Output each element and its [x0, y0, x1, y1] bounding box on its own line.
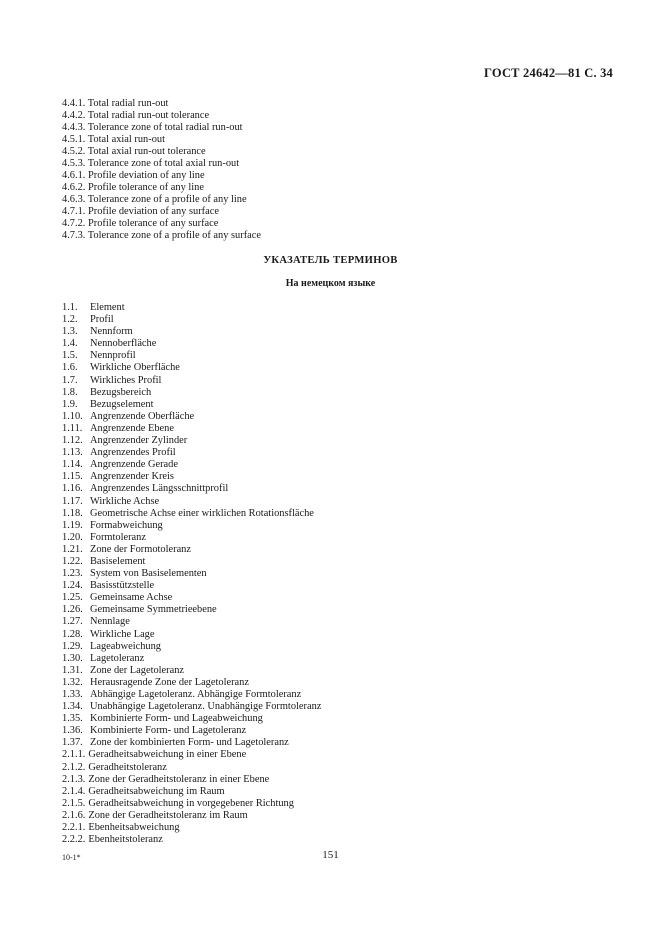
- term-number: 1.26.: [62, 604, 83, 616]
- term-number: 1.12.: [62, 435, 83, 447]
- term-number: 1.20.: [62, 531, 83, 543]
- page-header: ГОСТ 24642—81 С. 34: [484, 66, 613, 80]
- list-item: 4.5.3. Tolerance zone of total axial run-out: [62, 158, 240, 169]
- term-number: 2.1.6.: [62, 809, 86, 821]
- term-text: Angrenzender Zylinder: [90, 435, 188, 447]
- list-item: [62, 483, 622, 495]
- list-item: 4.6.2. Profile tolerance of any line: [62, 182, 204, 193]
- term-number: 1.10.: [62, 410, 83, 422]
- list-item: 4.7.3. Tolerance zone of a profile of any surface: [62, 230, 262, 241]
- list-item: [62, 556, 622, 568]
- term-number: 1.11.: [62, 422, 83, 434]
- term-number: 1.23.: [62, 568, 83, 580]
- list-item: [62, 423, 622, 435]
- term-number: 1.4.: [62, 338, 78, 350]
- term-number: 2.1.5.: [62, 797, 86, 809]
- term-text: Zone der Lagetoleranz: [90, 664, 185, 676]
- term-number: 1.24.: [62, 580, 83, 592]
- list-item: [62, 435, 622, 447]
- list-item: [62, 362, 622, 374]
- term-text: Wirkliche Achse: [90, 495, 160, 507]
- term-text: Kombinierte Form- und Lageabweichung: [90, 713, 263, 725]
- list-item: 4.6.3. Tolerance zone of a profile of any line: [62, 194, 247, 205]
- term-text: Zone der Geradheitstoleranz im Raum: [88, 809, 248, 821]
- list-item: [62, 411, 622, 423]
- list-item: [62, 387, 622, 399]
- list-item: [62, 774, 622, 786]
- term-number: 1.6.: [62, 362, 78, 374]
- term-number: 1.22.: [62, 555, 83, 567]
- term-text: Gemeinsame Achse: [90, 592, 173, 604]
- term-text: Element: [90, 302, 125, 313]
- term-text: Geradheitsabweichung in vorgegebener Richtung: [88, 797, 294, 809]
- term-text: Wirkliche Oberfläche: [90, 362, 180, 374]
- list-item: [62, 326, 622, 338]
- term-text: Herausragende Zone der Lagetoleranz: [90, 676, 249, 688]
- list-item: [62, 677, 622, 689]
- term-text: Basiselement: [90, 555, 146, 567]
- term-text: Bezugsbereich: [90, 386, 152, 398]
- term-number: 1.19.: [62, 519, 83, 531]
- term-number: 2.1.2.: [62, 761, 86, 773]
- term-number: 2.2.1.: [62, 822, 86, 834]
- list-item: [62, 375, 622, 387]
- list-item: [62, 580, 622, 592]
- term-text: Formtoleranz: [90, 531, 146, 543]
- list-item: 4.7.2. Profile tolerance of any surface: [62, 218, 219, 229]
- term-number: 1.37.: [62, 737, 83, 749]
- term-text: Angrenzende Gerade: [90, 459, 178, 471]
- term-number: 1.34.: [62, 701, 83, 713]
- term-number: 1.5.: [62, 350, 78, 362]
- list-item: 4.6.1. Profile deviation of any line: [62, 170, 205, 181]
- term-text: Kombinierte Form- und Lagetoleranz: [90, 725, 247, 737]
- list-item: 4.4.1. Total radial run-out: [62, 98, 169, 109]
- list-item: [62, 496, 622, 508]
- term-number: 1.25.: [62, 592, 83, 604]
- term-text: Geradheitsabweichung im Raum: [88, 785, 225, 797]
- list-item: [62, 592, 622, 604]
- list-item: 4.4.3. Tolerance zone of total radial run-out: [62, 122, 243, 133]
- list-item: [62, 749, 622, 761]
- list-item: 4.5.1. Total axial run-out: [62, 134, 165, 145]
- list-item: [62, 786, 622, 798]
- term-text: Nennform: [90, 326, 133, 338]
- list-item: [62, 629, 622, 641]
- section-subtitle: На немецком языке: [285, 278, 376, 289]
- term-text: Gemeinsame Symmetrieebene: [90, 604, 217, 616]
- term-number: 1.18.: [62, 507, 83, 519]
- term-number: 2.1.3.: [62, 773, 86, 785]
- list-item: [62, 520, 622, 532]
- term-number: 1.15.: [62, 471, 83, 483]
- list-item: [62, 399, 622, 411]
- list-item: [62, 701, 622, 713]
- term-text: Bezugselement: [90, 398, 154, 410]
- list-item: [62, 604, 622, 616]
- list-item: [62, 713, 622, 725]
- list-item: [62, 338, 622, 350]
- list-item: 4.5.2. Total axial run-out tolerance: [62, 146, 206, 157]
- term-number: 1.35.: [62, 713, 83, 725]
- list-item: [62, 762, 622, 774]
- page-number: 151: [322, 849, 339, 861]
- term-number: 1.21.: [62, 543, 83, 555]
- list-item: [62, 641, 622, 653]
- term-number: 1.7.: [62, 374, 78, 386]
- term-number: 1.9.: [62, 398, 78, 410]
- list-item: [62, 302, 622, 314]
- term-number: 1.1.: [62, 302, 78, 313]
- term-number: 1.8.: [62, 386, 78, 398]
- list-item: [62, 447, 622, 459]
- term-text: Angrenzendes Profil: [90, 447, 176, 459]
- term-text: Basisstützstelle: [90, 580, 155, 592]
- term-text: Angrenzende Oberfläche: [90, 410, 195, 422]
- term-text: Unabhängige Lagetoleranz. Unabhängige Formtoleranz: [90, 701, 322, 713]
- footer-mark: 10-1*: [62, 853, 81, 862]
- term-number: 1.32.: [62, 676, 83, 688]
- term-number: 1.16.: [62, 483, 83, 495]
- list-item: [62, 616, 622, 628]
- term-number: 1.27.: [62, 616, 83, 628]
- term-text: Formabweichung: [90, 519, 163, 531]
- term-text: Ebenheitstoleranz: [88, 834, 163, 846]
- list-item: [62, 665, 622, 677]
- list-item: 4.7.1. Profile deviation of any surface: [62, 206, 219, 217]
- term-number: 1.28.: [62, 628, 83, 640]
- term-number: 1.29.: [62, 640, 83, 652]
- term-text: Geradheitstoleranz: [88, 761, 167, 773]
- term-number: 1.31.: [62, 664, 83, 676]
- term-text: Zone der kombinierten Form- und Lagetoleranz: [90, 737, 289, 749]
- term-text: Lageabweichung: [90, 640, 161, 652]
- english-terms-list: [62, 98, 622, 242]
- list-item: [62, 532, 622, 544]
- list-item: [62, 810, 622, 822]
- term-number: 1.17.: [62, 495, 83, 507]
- term-number: 1.2.: [62, 314, 78, 326]
- section-title: УКАЗАТЕЛЬ ТЕРМИНОВ: [263, 255, 398, 266]
- term-number: 1.14.: [62, 459, 83, 471]
- list-item: [62, 798, 622, 810]
- term-text: Nennlage: [90, 616, 130, 628]
- term-text: Geometrische Achse einer wirklichen Rotationsfläche: [90, 507, 314, 519]
- list-item: 4.4.2. Total radial run-out tolerance: [62, 110, 210, 121]
- term-text: Angrenzender Kreis: [90, 471, 174, 483]
- term-number: 2.1.4.: [62, 785, 86, 797]
- term-text: Wirkliches Profil: [90, 374, 162, 386]
- list-item: [62, 459, 622, 471]
- term-number: 1.36.: [62, 725, 83, 737]
- list-item: [62, 653, 622, 665]
- list-item: [62, 737, 622, 749]
- term-number: 1.13.: [62, 447, 83, 459]
- list-item: [62, 314, 622, 326]
- list-item: [62, 508, 622, 520]
- term-number: 2.1.1.: [62, 749, 86, 761]
- list-item: [62, 834, 622, 846]
- term-text: Ebenheitsabweichung: [88, 822, 180, 834]
- term-text: System von Basiselementen: [90, 568, 207, 580]
- term-number: 1.30.: [62, 652, 83, 664]
- term-text: Zone der Formotoleranz: [90, 543, 191, 555]
- term-text: Zone der Geradheitstoleranz in einer Ebene: [88, 773, 270, 785]
- term-text: Profil: [90, 314, 114, 326]
- list-item: [62, 544, 622, 556]
- term-text: Abhängige Lagetoleranz. Abhängige Formtoleranz: [90, 689, 302, 700]
- list-item: [62, 350, 622, 362]
- list-item: [62, 568, 622, 580]
- list-item: [62, 471, 622, 483]
- list-item: [62, 689, 622, 701]
- term-number: 2.2.2.: [62, 834, 86, 846]
- german-terms-list: [62, 302, 622, 846]
- term-text: Angrenzendes Längsschnittprofil: [90, 483, 229, 495]
- list-item: [62, 822, 622, 834]
- term-text: Geradheitsabweichung in einer Ebene: [88, 749, 247, 761]
- term-text: Nennoberfläche: [90, 338, 157, 350]
- term-text: Nennprofil: [90, 350, 136, 362]
- term-text: Wirkliche Lage: [90, 628, 155, 640]
- term-text: Lagetoleranz: [90, 652, 145, 664]
- term-text: Angrenzende Ebene: [90, 422, 174, 434]
- term-number: 1.33.: [62, 689, 83, 700]
- term-number: 1.3.: [62, 326, 78, 338]
- list-item: [62, 725, 622, 737]
